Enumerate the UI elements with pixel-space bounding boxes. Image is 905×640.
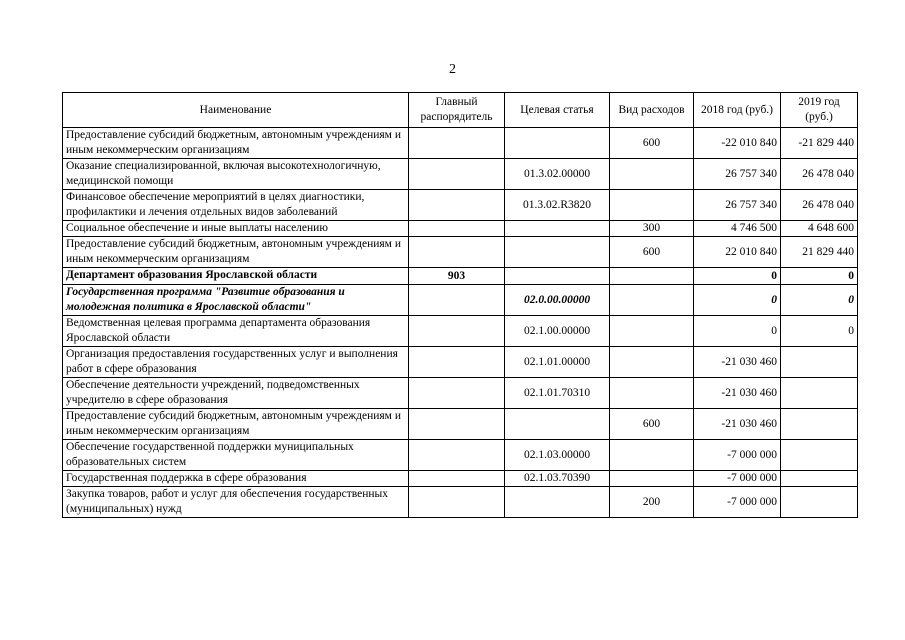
row-article: 01.3.02.R3820 [505, 190, 610, 221]
row-type: 600 [610, 409, 694, 440]
row-2018: 0 [694, 316, 781, 347]
row-2018: -7 000 000 [694, 471, 781, 487]
row-name: Финансовое обеспечение мероприятий в целях диагностики, профилактики и лечения отдельных видов заболеваний [63, 190, 409, 221]
row-article: 01.3.02.00000 [505, 159, 610, 190]
table-row [63, 409, 858, 440]
table-row [63, 440, 858, 471]
row-article [505, 409, 610, 440]
row-2019: 4 648 600 [781, 221, 858, 237]
header-target-article: Целевая статья [505, 93, 610, 128]
row-type [610, 471, 694, 487]
table-row [63, 237, 858, 268]
row-2019 [781, 487, 858, 518]
row-article: 02.1.01.70310 [505, 378, 610, 409]
row-2019 [781, 409, 858, 440]
row-type [610, 285, 694, 316]
row-article: 02.1.00.00000 [505, 316, 610, 347]
row-manager [409, 190, 505, 221]
table-row [63, 347, 858, 378]
row-2018: -7 000 000 [694, 487, 781, 518]
row-name: Государственная поддержка в сфере образования [63, 471, 409, 487]
row-2019: 26 478 040 [781, 190, 858, 221]
row-manager [409, 440, 505, 471]
table-row [63, 128, 858, 159]
page-number: 2 [449, 62, 456, 77]
row-article: 02.1.01.00000 [505, 347, 610, 378]
row-manager [409, 285, 505, 316]
table-row [63, 190, 858, 221]
row-article: 02.1.03.70390 [505, 471, 610, 487]
row-name: Государственная программа "Развитие образования и молодежная политика в Ярославской области" [63, 285, 409, 316]
row-manager [409, 378, 505, 409]
row-2018: -21 030 460 [694, 409, 781, 440]
row-type: 600 [610, 237, 694, 268]
table-row [63, 221, 858, 237]
table-row [63, 159, 858, 190]
row-type: 300 [610, 221, 694, 237]
row-name: Социальное обеспечение и иные выплаты населению [63, 221, 409, 237]
budget-table [62, 92, 858, 518]
row-type [610, 159, 694, 190]
row-manager [409, 237, 505, 268]
header-main-manager: Главный распорядитель [409, 93, 505, 128]
row-article [505, 221, 610, 237]
table-row [63, 471, 858, 487]
row-name: Организация предоставления государственных услуг и выполнения работ в сфере образования [63, 347, 409, 378]
row-manager: 903 [409, 268, 505, 285]
row-2019: 0 [781, 316, 858, 347]
header-2018: 2018 год (руб.) [694, 93, 781, 128]
row-type [610, 347, 694, 378]
row-2019 [781, 378, 858, 409]
row-name: Предоставление субсидий бюджетным, автономным учреждениям и иным некоммерческим организациям [63, 128, 409, 159]
row-article: 02.1.03.00000 [505, 440, 610, 471]
row-2019: 26 478 040 [781, 159, 858, 190]
row-2018: -22 010 840 [694, 128, 781, 159]
row-article: 02.0.00.00000 [505, 285, 610, 316]
row-name: Департамент образования Ярославской области [63, 268, 409, 285]
row-name: Оказание специализированной, включая высокотехнологичную, медицинской помощи [63, 159, 409, 190]
row-type [610, 190, 694, 221]
row-2019: 0 [781, 268, 858, 285]
row-manager [409, 347, 505, 378]
row-type: 200 [610, 487, 694, 518]
table-row [63, 487, 858, 518]
row-name: Предоставление субсидий бюджетным, автономным учреждениям и иным некоммерческим организациям [63, 409, 409, 440]
row-type: 600 [610, 128, 694, 159]
row-type [610, 268, 694, 285]
row-2018: 4 746 500 [694, 221, 781, 237]
row-manager [409, 316, 505, 347]
row-manager [409, 487, 505, 518]
row-2018: 26 757 340 [694, 159, 781, 190]
row-2019: 0 [781, 285, 858, 316]
table-row [63, 316, 858, 347]
table-row [63, 285, 858, 316]
row-type [610, 316, 694, 347]
row-2018: 22 010 840 [694, 237, 781, 268]
row-2018: 0 [694, 268, 781, 285]
table-row [63, 268, 858, 285]
row-article [505, 237, 610, 268]
row-2019 [781, 440, 858, 471]
table-row [63, 378, 858, 409]
row-2018: 26 757 340 [694, 190, 781, 221]
row-2019 [781, 347, 858, 378]
row-2018: -21 030 460 [694, 378, 781, 409]
header-2019: 2019 год (руб.) [781, 93, 858, 128]
row-2018: -21 030 460 [694, 347, 781, 378]
row-2019: 21 829 440 [781, 237, 858, 268]
row-type [610, 378, 694, 409]
row-manager [409, 221, 505, 237]
row-name: Обеспечение деятельности учреждений, подведомственных учредителю в сфере образования [63, 378, 409, 409]
row-manager [409, 471, 505, 487]
row-2019: -21 829 440 [781, 128, 858, 159]
row-type [610, 440, 694, 471]
row-manager [409, 409, 505, 440]
row-name: Ведомственная целевая программа департамента образования Ярославской области [63, 316, 409, 347]
table-header-row [63, 93, 858, 128]
header-name: Наименование [63, 93, 409, 128]
row-2018: -7 000 000 [694, 440, 781, 471]
row-2019 [781, 471, 858, 487]
row-manager [409, 159, 505, 190]
row-article [505, 487, 610, 518]
row-2018: 0 [694, 285, 781, 316]
row-manager [409, 128, 505, 159]
row-name: Предоставление субсидий бюджетным, автономным учреждениям и иным некоммерческим организациям [63, 237, 409, 268]
row-name: Закупка товаров, работ и услуг для обеспечения государственных (муниципальных) нужд [63, 487, 409, 518]
row-article [505, 268, 610, 285]
row-name: Обеспечение государственной поддержки муниципальных образовательных систем [63, 440, 409, 471]
header-expense-type: Вид расходов [610, 93, 694, 128]
row-article [505, 128, 610, 159]
